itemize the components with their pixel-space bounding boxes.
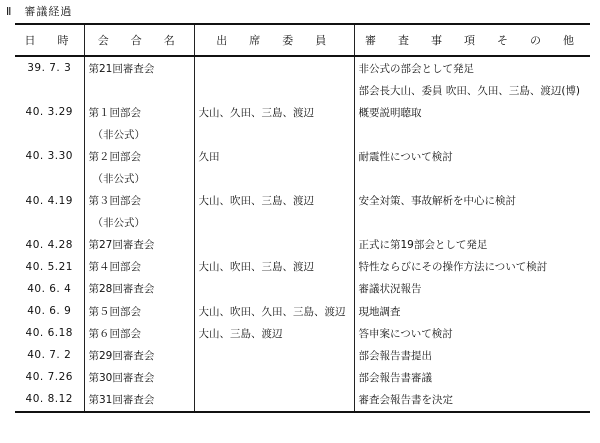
cell-notes: 部会長大山、委員 吹田、久田、三島、渡辺(博) — [354, 79, 590, 101]
cell-date: 40. 3.29 — [25, 106, 73, 119]
cell-meeting — [84, 79, 194, 101]
cell-date: 40. 8.12 — [15, 388, 84, 411]
table-row — [15, 79, 590, 101]
header-meeting: 会 合 名 — [84, 24, 194, 56]
cell-attendees — [194, 56, 354, 79]
table-row — [15, 300, 590, 322]
cell-attendees — [194, 344, 354, 366]
header-date: 日 時 — [15, 24, 84, 56]
cell-notes: 答申案について検討 — [354, 322, 590, 344]
cell-meeting: 第30回審査会 — [84, 366, 194, 388]
cell-notes: 概要説明聴取 — [354, 101, 590, 123]
cell-attendees: 大山、久田、三島、渡辺 — [194, 101, 354, 123]
cell-date: 40. 7. 2 — [27, 349, 72, 362]
cell-meeting: 第29回審査会 — [84, 344, 194, 366]
table-row — [15, 234, 590, 256]
cell-attendees: 大山、吹田、三島、渡辺 — [194, 256, 354, 278]
cell-date — [15, 79, 84, 101]
cell-notes: 現地調査 — [354, 300, 590, 322]
cell-attendees — [194, 212, 354, 234]
table-row — [15, 101, 590, 123]
cell-attendees: 久田 — [194, 145, 354, 167]
cell-date: 40. 4.28 — [25, 238, 73, 251]
cell-date: 40. 7.26 — [25, 371, 73, 384]
cell-meeting: 第31回審査会 — [84, 388, 194, 411]
cell-notes — [354, 123, 590, 145]
cell-meeting: 第２回部会 — [84, 145, 194, 167]
cell-date: 40. 5.21 — [25, 260, 73, 273]
cell-date: 40. 6.18 — [25, 327, 73, 340]
cell-attendees — [194, 278, 354, 300]
table-row — [15, 56, 590, 79]
header-notes: 審 査 事 項 そ の 他 — [354, 24, 590, 56]
cell-notes — [354, 212, 590, 234]
cell-notes: 非公式の部会として発足 — [354, 56, 590, 79]
cell-date: 40. 6. 4 — [27, 282, 72, 295]
table-header-row — [15, 24, 590, 56]
deliberation-record-table — [15, 23, 590, 413]
table-row — [15, 167, 590, 189]
cell-date: 39. 7. 3 — [27, 62, 72, 75]
cell-date: 40. 6. 9 — [27, 305, 72, 318]
cell-notes: 耐震性について検討 — [354, 145, 590, 167]
table-row — [15, 322, 590, 344]
cell-attendees — [194, 234, 354, 256]
table-row — [15, 123, 590, 145]
cell-date — [15, 123, 84, 145]
table-row — [15, 212, 590, 234]
header-attendees: 出 席 委 員 — [194, 24, 354, 56]
cell-meeting: 第21回審査会 — [84, 56, 194, 79]
table-row — [15, 190, 590, 212]
cell-notes — [354, 167, 590, 189]
cell-meeting: 第３回部会 — [84, 190, 194, 212]
cell-attendees — [194, 167, 354, 189]
cell-notes: 安全対策、事故解析を中心に検討 — [354, 190, 590, 212]
cell-meeting: 第４回部会 — [84, 256, 194, 278]
cell-notes: 部会報告書審議 — [354, 366, 590, 388]
cell-meeting: 第５回部会 — [84, 300, 194, 322]
cell-date: 40. 4.19 — [25, 194, 73, 207]
cell-meeting: 第27回審査会 — [84, 234, 194, 256]
table-row — [15, 256, 590, 278]
cell-notes: 正式に第19部会として発足 — [354, 234, 590, 256]
cell-meeting: （非公式） — [84, 212, 194, 234]
table-row — [15, 278, 590, 300]
table-row — [15, 366, 590, 388]
cell-meeting: （非公式） — [84, 167, 194, 189]
table-row — [15, 145, 590, 167]
cell-notes: 特性ならびにその操作方法について検討 — [354, 256, 590, 278]
cell-meeting: 第28回審査会 — [84, 278, 194, 300]
table-row — [15, 388, 590, 411]
cell-attendees — [194, 388, 354, 411]
cell-date — [15, 212, 84, 234]
cell-attendees — [194, 79, 354, 101]
cell-meeting: 第１回部会 — [84, 101, 194, 123]
cell-meeting: （非公式） — [84, 123, 194, 145]
cell-attendees: 大山、吹田、三島、渡辺 — [194, 190, 354, 212]
cell-notes: 審議状況報告 — [354, 278, 590, 300]
cell-notes: 審査会報告書を決定 — [354, 388, 590, 411]
cell-date: 40. 3.30 — [25, 150, 73, 163]
cell-meeting: 第６回部会 — [84, 322, 194, 344]
page-title: Ⅱ 審議経過 — [6, 5, 73, 18]
cell-attendees: 大山、三島、渡辺 — [194, 322, 354, 344]
cell-attendees — [194, 123, 354, 145]
cell-notes: 部会報告書提出 — [354, 344, 590, 366]
table-row — [15, 344, 590, 366]
cell-date — [15, 167, 84, 189]
cell-attendees — [194, 366, 354, 388]
cell-attendees: 大山、吹田、久田、三島、渡辺 — [194, 300, 354, 322]
